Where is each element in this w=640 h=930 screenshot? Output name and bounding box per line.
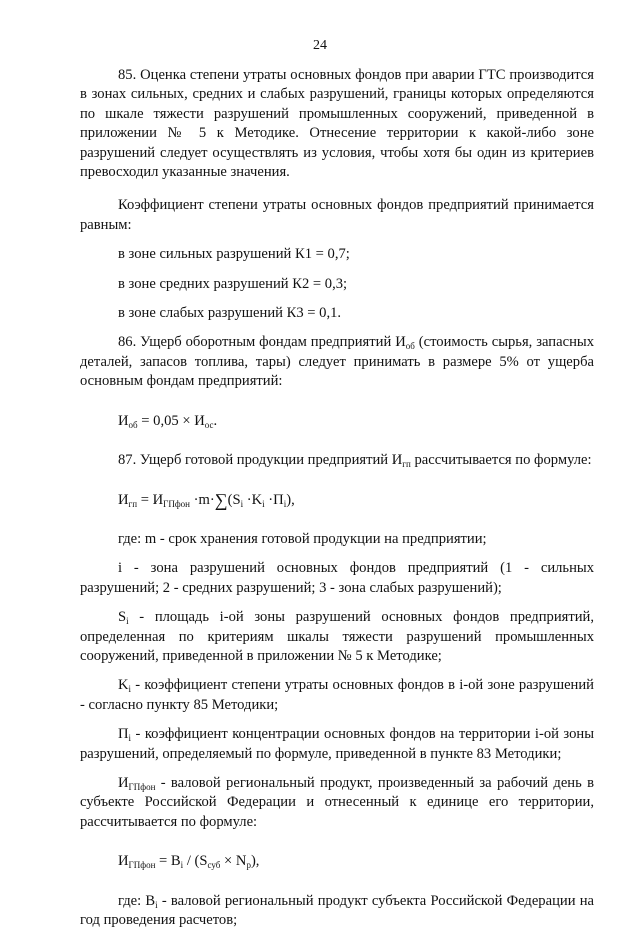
coefficient-intro: Коэффициент степени утраты основных фондов предприятий принимается равным: bbox=[80, 197, 594, 233]
definition-p: $П_i$ - коэффициент концентрации основных фондов на территории i-ой зоны разрушений, определяемый по формуле, приведенной в пункте 83 Методики; bbox=[80, 726, 594, 762]
definition-i: i - зона разрушений основных фондов предприятий (1 - сильных разрушений; 2 - средних разрушений; 3 - зона слабых разрушений); bbox=[80, 560, 594, 596]
definition-s: $S_i$ - площадь i-ой зоны разрушений основных фондов предприятий, определенная по критериям шкалы тяжести разрушений промышленных сооружений, приведенной в приложении № 5 к Методике; bbox=[80, 609, 594, 664]
formula-finished-goods: $И_{гп} = И_{ГПфон} \cdot m\cdot\sum(S_i \cdot K_i \cdot П_i)$, bbox=[118, 489, 295, 510]
coefficient-medium-zone: в зоне средних разрушений К2 = 0,3; bbox=[118, 275, 348, 292]
paragraph-85: 85. Оценка степени утраты основных фондов при аварии ГТС производится в зонах сильных, средних и слабых разрушений, границы которых определяются по шкале тяжести разрушений промышленных сооружений, приведенной в приложении № 5 к Методике. Отнесение территории к какой-либо зоне разрушений следует осуществлять из условия, чтобы хотя бы один из критериев превосходил указанные значения. bbox=[80, 67, 594, 181]
sum-symbol: ∑ bbox=[214, 489, 228, 510]
definition-b: где: $B_i$ - валовой региональный продукт субъекта Российской Федерации на год проведения расчетов; bbox=[80, 892, 594, 928]
formula-grp: $И_{ГПфон} = B_i / (S_{суб} \times N_р)$, bbox=[118, 853, 260, 871]
paragraph-87: 87. Ущерб готовой продукции предприятий $И_{гп}$ рассчитывается по формуле: bbox=[118, 452, 592, 470]
definition-grp: $И_{ГПфон}$ - валовой региональный продукт, произведенный за рабочий день в субъекте Российской Федерации и отнесенный к единице его территории, рассчитывается по формуле: bbox=[80, 774, 594, 830]
coefficient-strong-zone: в зоне сильных разрушений К1 = 0,7; bbox=[118, 246, 350, 263]
definition-k: $K_i$ - коэффициент степени утраты основных фондов в i-ой зоне разрушений - согласно пункту 85 Методики; bbox=[80, 677, 594, 713]
coefficient-weak-zone: в зоне слабых разрушений К3 = 0,1. bbox=[118, 305, 342, 322]
definition-m: где: m - срок хранения готовой продукции на предприятии; bbox=[118, 530, 487, 547]
paragraph-86: 86. Ущерб оборотным фондам предприятий $И_{об}$ (стоимость сырья, запасных деталей, запасов топлива, тары) следует принимать в размере 5% от ущерба основным фондам предприятий: bbox=[80, 334, 594, 390]
page-number: 24 bbox=[313, 38, 327, 53]
page-content bbox=[80, 66, 594, 930]
formula-working-capital: $И_{об} = 0,05 \times И_{ос}$. bbox=[118, 412, 218, 430]
